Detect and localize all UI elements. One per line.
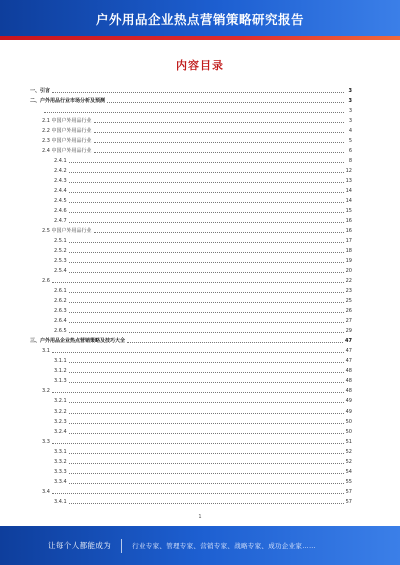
toc-leader-dots [69, 413, 344, 414]
toc-entry-title: 2.4.5 [54, 198, 67, 205]
toc-entry-page: 3 [348, 88, 352, 94]
toc-entry-title: 2.6.2 [54, 298, 67, 305]
toc-entry-page: 49 [345, 398, 352, 405]
toc-entry-title: 2.6.1 [54, 288, 67, 295]
toc-entry-page: 22 [345, 278, 352, 285]
toc-leader-dots [69, 172, 344, 173]
toc-entry-page: 57 [345, 488, 352, 495]
toc-entry[interactable] [30, 237, 352, 245]
toc-entry-title: 3.2.2 [54, 408, 67, 415]
toc-entry-page: 23 [345, 288, 352, 295]
toc-leader-dots [69, 202, 344, 203]
toc-leader-dots [44, 112, 344, 113]
toc-leader-dots [107, 102, 344, 103]
toc-leader-dots [69, 302, 344, 303]
toc-entry-page: 5 [348, 138, 352, 145]
toc-entry[interactable] [30, 468, 352, 476]
toc-entry[interactable] [30, 147, 352, 155]
toc-entry[interactable] [30, 387, 352, 395]
toc-leader-dots [94, 232, 344, 233]
toc-leader-dots [52, 352, 344, 353]
toc-leader-dots [69, 372, 344, 373]
toc-leader-dots [69, 182, 344, 183]
toc-entry-page: 25 [345, 298, 352, 305]
toc-entry-page: 15 [345, 208, 352, 215]
toc-entry[interactable] [30, 438, 352, 446]
toc-entry[interactable] [30, 357, 352, 365]
toc-leader-dots [52, 92, 344, 93]
toc-entry[interactable] [30, 247, 352, 255]
toc-entry-page: 18 [345, 248, 352, 255]
toc-entry-page: 47 [345, 348, 352, 355]
toc-entry[interactable] [30, 267, 352, 275]
toc-leader-dots [52, 392, 344, 393]
toc-entry-title: 3.1.3 [54, 378, 67, 385]
page-number: 1 [198, 514, 202, 520]
toc-entry[interactable] [30, 157, 352, 165]
toc-heading: 内容目录 [176, 59, 224, 72]
toc-entry-title: 3.1 [42, 348, 50, 355]
toc-entry-title: 2.4.3 [54, 178, 67, 185]
toc-entry[interactable] [30, 377, 352, 385]
toc-leader-dots [127, 342, 343, 343]
toc-entry[interactable] [30, 347, 352, 355]
toc-entry-title: 2.2 中国户外用品行业 [42, 128, 92, 135]
toc-entry[interactable] [30, 97, 352, 105]
toc-entry-page: 3 [348, 98, 352, 105]
toc-entry[interactable] [30, 478, 352, 486]
toc-entry-title: 2.4.6 [54, 208, 67, 215]
toc-entry[interactable] [30, 217, 352, 225]
toc-leader-dots [69, 192, 344, 193]
toc-entry-title: 2.4.2 [54, 168, 67, 175]
header-banner [0, 0, 400, 36]
toc-entry-page: 52 [345, 448, 352, 455]
toc-leader-dots [69, 242, 344, 243]
toc-entry-title: 3.3.2 [54, 458, 67, 465]
toc-entry-title: 3.2.3 [54, 418, 67, 425]
toc-leader-dots [94, 132, 344, 133]
toc-entry-title: 3.3 [42, 438, 50, 445]
report-title: 户外用品企业热点营销策略研究报告 [95, 12, 304, 27]
toc-entry-page: 20 [345, 268, 352, 275]
toc-entry-title: 三、户外用品企业热点营销策略及技巧大全 [30, 338, 126, 345]
table-of-contents [30, 87, 352, 506]
toc-entry[interactable] [30, 448, 352, 456]
toc-entry-page: 51 [345, 438, 352, 445]
toc-leader-dots [69, 322, 344, 323]
toc-entry[interactable] [30, 418, 352, 426]
toc-entry-page: 55 [345, 478, 352, 485]
toc-entry-title: 2.6.4 [54, 318, 67, 325]
toc-entry-title: 2.5.1 [54, 238, 67, 245]
toc-entry-title: 2.4 中国户外用品行业 [42, 148, 92, 155]
toc-leader-dots [69, 433, 344, 434]
toc-entry-page: 50 [345, 418, 352, 425]
toc-entry-title: 2.6 [42, 278, 50, 285]
toc-entry-title: 2.5.2 [54, 248, 67, 255]
toc-entry-page: 16 [345, 218, 352, 225]
toc-entry-page: 13 [345, 178, 352, 185]
toc-entry[interactable] [30, 327, 352, 335]
toc-entry-title: 二、户外用品行业市场分析及预测 [30, 98, 106, 105]
toc-entry[interactable] [30, 137, 352, 145]
toc-entry[interactable] [30, 317, 352, 325]
toc-entry-title: 2.4.4 [54, 188, 67, 195]
toc-entry[interactable] [30, 127, 352, 135]
toc-entry[interactable] [30, 107, 352, 115]
footer-banner [0, 526, 400, 565]
toc-entry-title: 3.1.2 [54, 368, 67, 375]
toc-entry-title: 2.6.5 [54, 328, 67, 335]
toc-leader-dots [94, 122, 344, 123]
toc-entry-page: 48 [345, 368, 352, 375]
toc-entry-page: 19 [345, 258, 352, 265]
toc-leader-dots [69, 262, 344, 263]
toc-leader-dots [69, 382, 344, 383]
toc-entry-title: 3.2.4 [54, 428, 67, 435]
toc-entry[interactable] [30, 458, 352, 466]
toc-leader-dots [69, 483, 344, 484]
toc-leader-dots [94, 142, 344, 143]
toc-entry[interactable] [30, 337, 352, 345]
toc-leader-dots [69, 503, 344, 504]
footer-tagline: 行业专家、管理专家、营销专家、战略专家、成功企业家…… [132, 542, 316, 550]
toc-leader-dots [69, 222, 344, 223]
toc-entry-page: 48 [345, 378, 352, 385]
toc-entry-page: 57 [345, 498, 352, 505]
toc-leader-dots [52, 493, 344, 494]
toc-entry[interactable] [30, 287, 352, 295]
toc-entry-page: 4 [348, 128, 352, 135]
toc-entry-title: 2.4.7 [54, 218, 67, 225]
toc-entry-title: 一、引言 [30, 88, 51, 94]
toc-entry-title: 2.4.1 [54, 158, 67, 165]
toc-leader-dots [52, 443, 344, 444]
toc-entry[interactable] [30, 257, 352, 265]
footer-slogan: 让每个人都能成为 [48, 541, 112, 550]
toc-entry[interactable] [30, 297, 352, 305]
toc-entry-page: 14 [345, 188, 352, 195]
toc-entry[interactable] [30, 167, 352, 175]
toc-entry-page: 50 [345, 428, 352, 435]
toc-leader-dots [69, 292, 344, 293]
toc-entry[interactable] [30, 397, 352, 405]
footer-divider [121, 539, 122, 553]
toc-entry[interactable] [30, 307, 352, 315]
toc-entry-page: 3 [348, 118, 352, 125]
toc-entry-page: 6 [348, 148, 352, 155]
toc-entry-title: 3.4.1 [54, 498, 67, 505]
toc-entry-page: 14 [345, 198, 352, 205]
toc-entry-page: 16 [345, 228, 352, 235]
toc-entry-title: 3.4 [42, 488, 50, 495]
toc-leader-dots [69, 332, 344, 333]
toc-entry-title: 2.5.3 [54, 258, 67, 265]
toc-entry-page: 3 [348, 108, 352, 115]
toc-entry-page: 8 [348, 158, 352, 165]
toc-entry-title: 3.3.4 [54, 478, 67, 485]
toc-entry-title: 2.6.3 [54, 308, 67, 315]
toc-entry-page: 29 [345, 328, 352, 335]
toc-leader-dots [69, 362, 344, 363]
toc-entry[interactable] [30, 488, 352, 496]
toc-leader-dots [69, 212, 344, 213]
toc-leader-dots [69, 252, 344, 253]
toc-entry-title: 2.5 中国户外用品行业 [42, 228, 92, 235]
toc-entry-page: 49 [345, 408, 352, 415]
toc-entry-page: 47 [345, 338, 352, 345]
toc-entry-page: 27 [345, 318, 352, 325]
toc-entry[interactable] [30, 187, 352, 195]
toc-entry-page: 52 [345, 458, 352, 465]
toc-entry-page: 47 [345, 358, 352, 365]
toc-entry[interactable] [30, 367, 352, 375]
toc-leader-dots [94, 152, 344, 153]
toc-leader-dots [69, 162, 344, 163]
toc-entry-title: 3.3.3 [54, 468, 67, 475]
toc-leader-dots [69, 453, 344, 454]
toc-entry-title: 2.5.4 [54, 268, 67, 275]
toc-entry-page: 17 [345, 238, 352, 245]
toc-entry[interactable] [30, 428, 352, 436]
toc-entry[interactable] [30, 207, 352, 215]
toc-leader-dots [69, 423, 344, 424]
toc-entry-title: 2.1 中国户外用品行业 [42, 118, 92, 125]
toc-entry[interactable] [30, 277, 352, 285]
header-accent-stripe [0, 36, 400, 40]
toc-entry[interactable] [30, 87, 352, 95]
toc-entry-page: 12 [345, 168, 352, 175]
toc-entry-title: 2.3 中国户外用品行业 [42, 138, 92, 145]
toc-entry-title: 3.3.1 [54, 448, 67, 455]
toc-leader-dots [69, 272, 344, 273]
toc-entry[interactable] [30, 227, 352, 235]
toc-entry-title: 3.2 [42, 388, 50, 395]
toc-leader-dots [69, 312, 344, 313]
toc-entry[interactable] [30, 177, 352, 185]
toc-entry-page: 54 [345, 468, 352, 475]
toc-leader-dots [52, 282, 344, 283]
toc-leader-dots [69, 463, 344, 464]
toc-entry[interactable] [30, 117, 352, 125]
toc-entry-page: 26 [345, 308, 352, 315]
toc-entry[interactable] [30, 408, 352, 416]
toc-leader-dots [69, 473, 344, 474]
toc-leader-dots [69, 402, 344, 403]
toc-entry[interactable] [30, 498, 352, 506]
toc-entry[interactable] [30, 197, 352, 205]
toc-entry-page: 48 [345, 388, 352, 395]
toc-entry-title: 3.2.1 [54, 398, 67, 405]
toc-entry-title: 3.1.1 [54, 358, 67, 365]
